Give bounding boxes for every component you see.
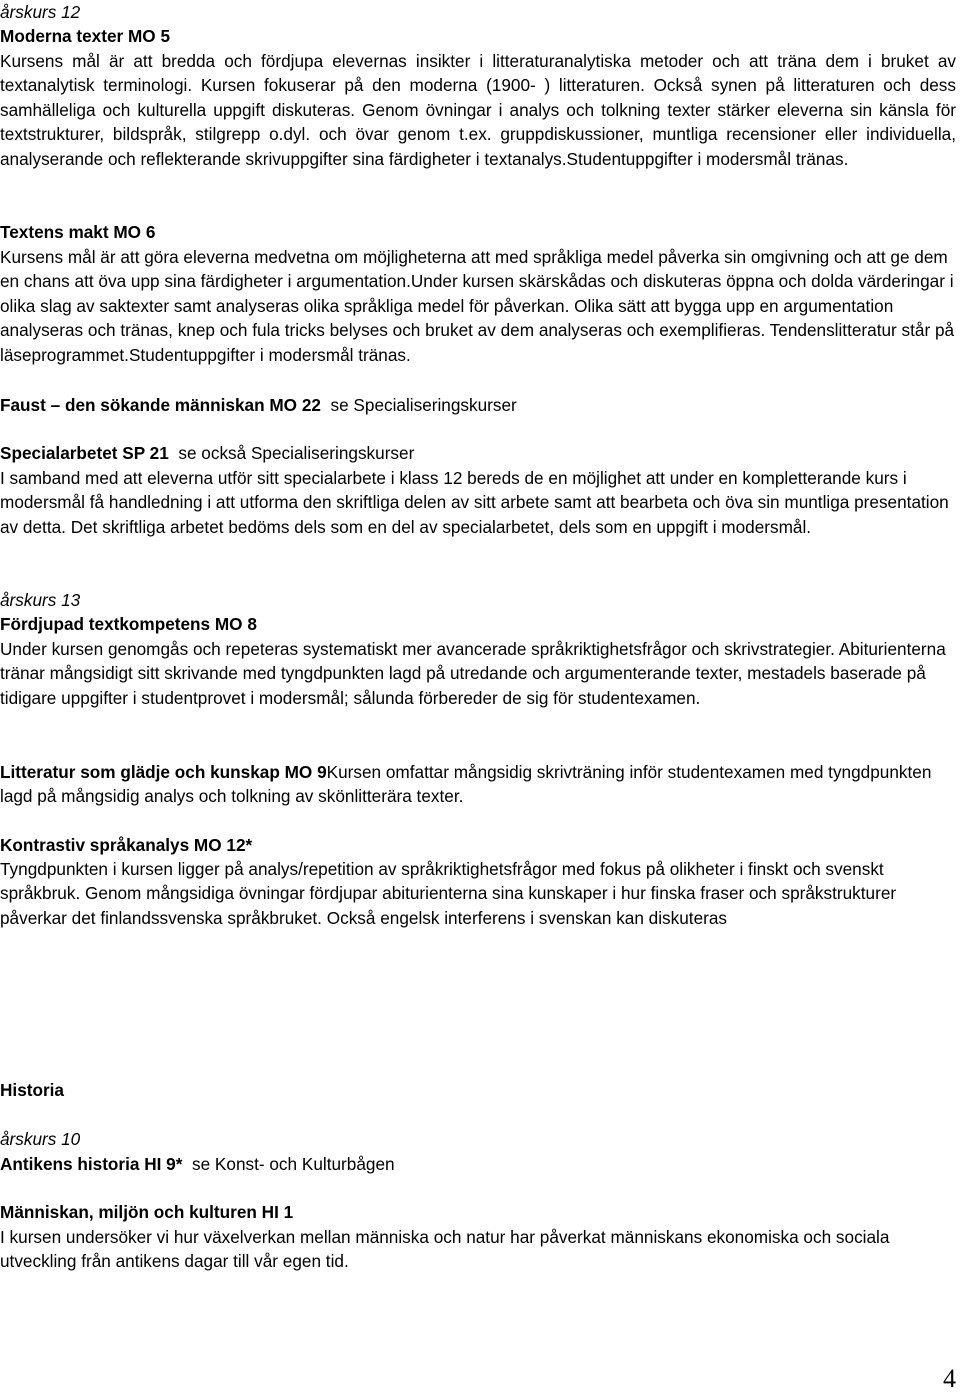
course-litteratur-som-gladje: [0, 760, 956, 809]
course-title-textens-makt: Textens makt MO 6: [0, 222, 156, 242]
course-title-fordjupad-textkompetens: Fördjupad textkompetens MO 8: [0, 614, 257, 634]
course-description-moderna-texter: Kursens mål är att bredda och fördjupa elevernas insikter i litteraturanalytiska metoder och att träna dem i bruket av textanalytisk terminologi. Kursen fokuserar på den moderna (1900- ) litteraturen. Också synen på litteraturen och dess samhälleliga och kulturella uppgift diskuteras. Genom övningar i analys och tolkning texter stärker eleverna sin känsla för textstrukturer, bildspråk, stilgrepp o.dyl. och övar genom t.ex. gruppdiskussioner, muntliga recensioner eller individuella, analyserande och reflekterande skrivuppgifter sina färdigheter i textanalys.Studentuppgifter i modersmål tränas.: [0, 51, 956, 169]
course-line-antikens-historia: [0, 1152, 956, 1176]
page-number: 4: [943, 1364, 956, 1393]
course-description-specialarbetet: I samband med att eleverna utför sitt specialarbete i klass 12 bereds de en möjlighet att under en kompletterande kurs i modersmål få handledning i att utforma den skriftliga delen av sitt arbete samt att bearbeta och öva sin muntliga presentation av detta. Det skriftliga arbetet bedöms dels som en del av specialarbetet, dels som en uppgift i modersmål.: [0, 468, 949, 537]
course-title-specialarbetet: Specialarbetet SP 21: [0, 443, 169, 463]
course-title-antikens-historia: Antikens historia HI 9*: [0, 1154, 183, 1174]
course-note-specialarbetet: se också Specialiseringskurser: [178, 443, 415, 463]
course-description-manniskan-miljon: I kursen undersöker vi hur växelverkan mellan människa och natur har påverkat människans ekonomiska och sociala utveckling från antikens dagar till vår egen tid.: [0, 1227, 890, 1272]
grade-heading-10: årskurs 10: [0, 1129, 81, 1149]
course-description-kontrastiv-sprakanalys: Tyngdpunkten i kursen ligger på analys/repetition av språkriktighetsfrågor med fokus på olikheter i finskt och svenskt språkbruk. Genom mångsidiga övningar fördjupar abiturienterna sina kunskaper i hur finska fraser och språkstrukturer påverkar det finlandssvenska språkbruket. Också engelsk interferens i svenskan kan diskuteras: [0, 859, 897, 928]
course-line-faust: [0, 393, 956, 417]
course-note-faust: se Specialiseringskurser: [330, 395, 517, 415]
course-title-kontrastiv-sprakanalys: Kontrastiv språkanalys MO 12*: [0, 835, 253, 855]
course-title-moderna-texter: Moderna texter MO 5: [0, 26, 171, 46]
grade-heading-12: årskurs 12: [0, 2, 81, 22]
grade-heading-13: årskurs 13: [0, 590, 81, 610]
course-line-specialarbetet: [0, 441, 956, 465]
course-description-textens-makt: Kursens mål är att göra eleverna medvetna om möjligheterna att med språkliga medel påverka sin omgivning och att ge dem en chans att öva upp sina färdigheter i argumentation.Under kursen skärskådas och diskuteras öppna och dolda värderingar i olika slag av saktexter samt analyseras olika språkliga medel för påverkan. Olika sätt att bygga upp en argumentation analyseras och tränas, knep och fula tricks belyses och bruket av dem analyseras och exemplifieras. Tendenslitteratur står på läseprogrammet.Studentuppgifter i modersmål tränas.: [0, 247, 955, 365]
subject-heading-historia: Historia: [0, 1080, 64, 1100]
course-note-antikens-historia: se Konst- och Kulturbågen: [192, 1154, 395, 1174]
course-title-litteratur-som-gladje: Litteratur som glädje och kunskap MO 9: [0, 762, 327, 782]
course-title-faust: Faust – den sökande människan MO 22: [0, 395, 321, 415]
course-title-manniskan-miljon: Människan, miljön och kulturen HI 1: [0, 1202, 294, 1222]
course-description-litteratur-som-gladje: Kursen omfattar mångsidig skrivträning inför studentexamen med tyngdpunkten lagd på mångsidig analys och tolkning av skönlitterära texter.: [0, 762, 932, 807]
course-description-fordjupad-textkompetens: Under kursen genomgås och repeteras systematiskt mer avancerade språkriktighetsfrågor och skrivstrategier. Abiturienterna tränar mångsidigt sitt skrivande med tyngdpunkten lagd på utredande och argumenterande texter, mestadels baserade på tidigare uppgifter i studentprovet i modersmål; sålunda förbereder de sig för studentexamen.: [0, 639, 946, 708]
